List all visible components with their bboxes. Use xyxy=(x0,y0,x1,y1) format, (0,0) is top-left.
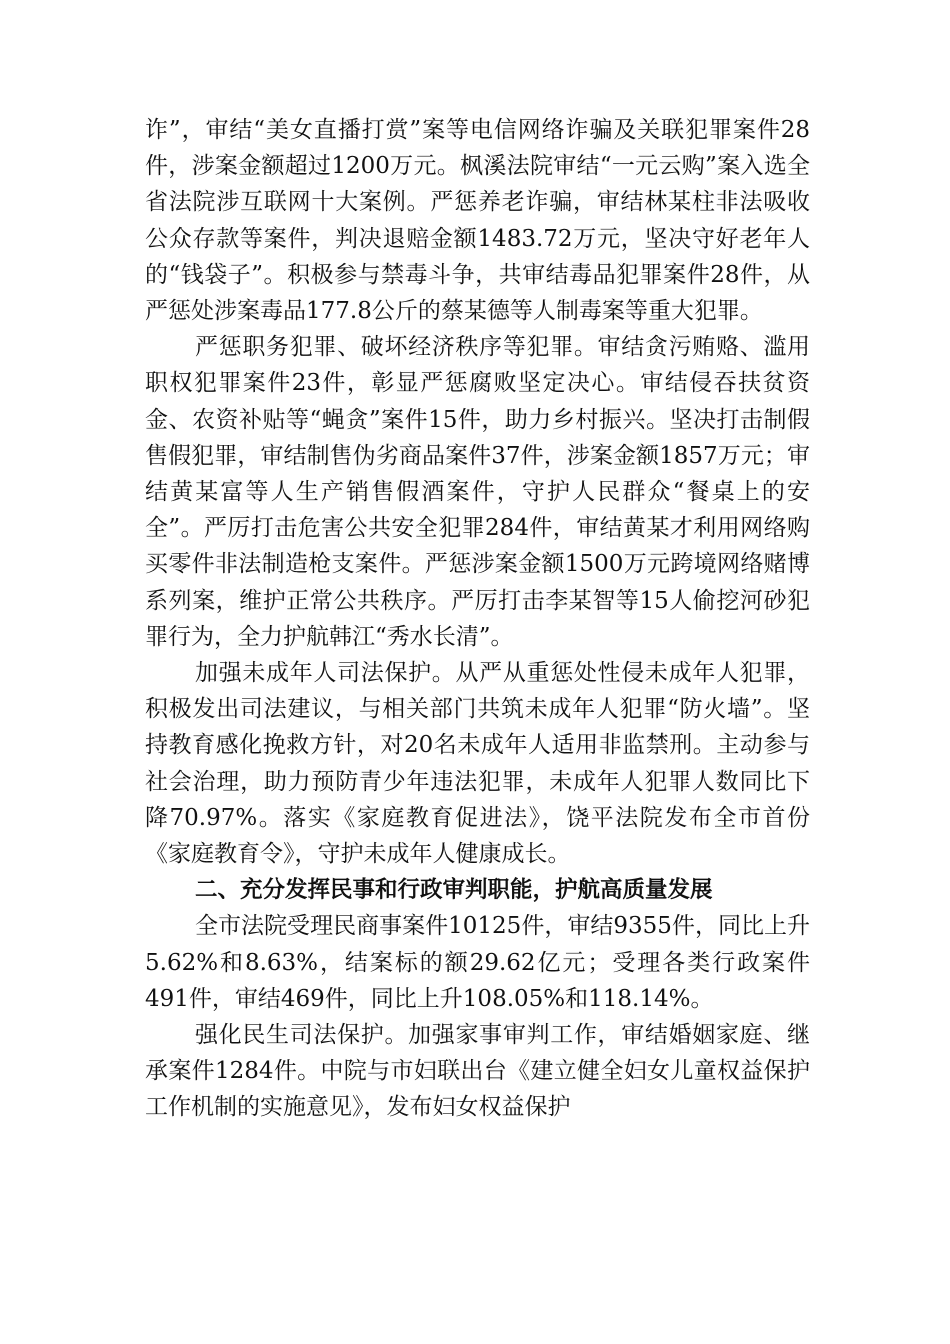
body-paragraph-2: 严惩职务犯罪、破坏经济秩序等犯罪。审结贪污贿赂、滥用职权犯罪案件23件，彰显严惩腐败坚定决心。审结侵吞扶贫资金、农资补贴等“蝇贪”案件15件，助力乡村振兴。坚决打击制假售假犯罪，审结制售伪劣商品案件37件，涉案金额1857万元；审结黄某富等人生产销售假酒案件，守护人民群众“餐桌上的安全”。严厉打击危害公共安全犯罪284件，审结黄某才利用网络购买零件非法制造枪支案件。严惩涉案金额1500万元跨境网络赌博系列案，维护正常公共秩序。严厉打击李某智等15人偷挖河砂犯罪行为，全力护航韩江“秀水长清”。 xyxy=(145,334,810,650)
body-paragraph-4: 全市法院受理民商事案件10125件，审结9355件，同比上升5.62%和8.63%，结案标的额29.62亿元；受理各类行政案件491件，审结469件，同比上升108.05%和118.14%。 xyxy=(145,913,810,1012)
document-page xyxy=(145,112,810,1126)
section-heading: 二、充分发挥民事和行政审判职能，护航高质量发展 xyxy=(195,877,713,904)
body-paragraph-5: 强化民生司法保护。加强家事审判工作，审结婚姻家庭、继承案件1284件。中院与市妇联出台《建立健全妇女儿童权益保护工作机制的实施意见》，发布妇女权益保护 xyxy=(145,1022,810,1121)
body-paragraph-3: 加强未成年人司法保护。从严从重惩处性侵未成年人犯罪，积极发出司法建议，与相关部门共筑未成年人犯罪“防火墙”。坚持教育感化挽救方针，对20名未成年人适用非监禁刑。主动参与社会治理，助力预防青少年违法犯罪，未成年人犯罪人数同比下降70.97%。落实《家庭教育促进法》，饶平法院发布全市首份《家庭教育令》，守护未成年人健康成长。 xyxy=(145,660,810,868)
body-paragraph-1: 诈”，审结“美女直播打赏”案等电信网络诈骗及关联犯罪案件28件，涉案金额超过1200万元。枫溪法院审结“一元云购”案入选全省法院涉互联网十大案例。严惩养老诈骗，审结林某柱非法吸收公众存款等案件，判决退赔金额1483.72万元，坚决守好老年人的“钱袋子”。积极参与禁毒斗争，共审结毒品犯罪案件28件，从严惩处涉案毒品177.8公斤的蔡某德等人制毒案等重大犯罪。 xyxy=(145,117,810,325)
